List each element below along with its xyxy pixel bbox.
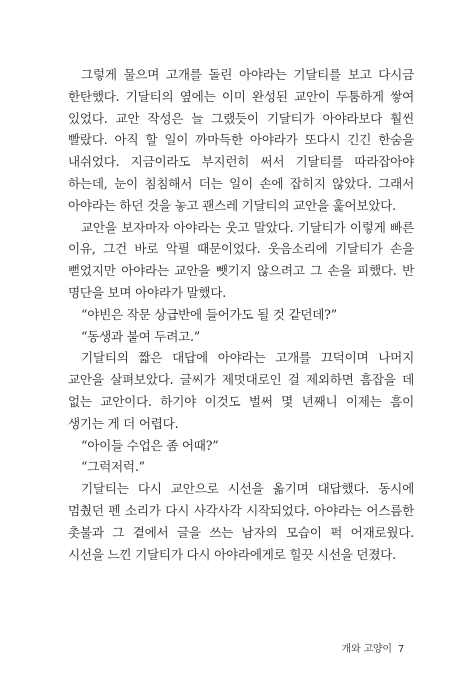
dialogue-line: “그럭저럭.” — [81, 459, 145, 475]
paragraph: 그렇게 물으며 고개를 돌린 아야라는 기달티를 보고 다시금 한탄했다. 기달티의 옆에는 이미 완성된 교안이 두툼하게 쌓여 있었다. 교안 작성은 늘 그랬듯이 기달티가 아야라보다 훨씬 빨랐다. 아직 할 일이 까마득한 아야라가 또다시 긴긴 한숨을 내쉬었다. 지금이라도 부지런히 써서 기달티를 따라잡아야 하는데, 눈이 침침해서 더는 일이 손에 잡히지 않았다. 그래서 아야라는 하던 것을 놓고 괜스레 기달티의 교안을 훑어보았다. — [68, 67, 414, 213]
paragraph: 교안을 보자마자 아야라는 웃고 말았다. 기달티가 이렇게 빠른 이유, 그건 바로 악필 때문이었다. 웃음소리에 기달티가 손을 뻗었지만 아야라는 교안을 뺏기지 않으려고 그 손을 피했다. 반 명단을 보며 아야라가 말했다. — [68, 219, 414, 300]
dialogue-line: “야빈은 작문 상급반에 들어가도 될 것 같던데?” — [81, 306, 337, 322]
dialogue-line: “동생과 붙여 두려고.” — [81, 328, 200, 344]
dialogue-line: “아이들 수업은 좀 어때?” — [81, 437, 219, 453]
paragraph: 기달티는 다시 교안으로 시선을 옮기며 대답했다. 동시에 멈췄던 펜 소리가 다시 사각사각 시작되었다. 아야라는 어스름한 촛불과 그 곁에서 글을 쓰는 남자의 모습이 퍽 어재로웠다. 시선을 느낀 기달티가 다시 아야라에게로 힐끗 시선을 던졌다. — [68, 481, 414, 562]
body-text — [68, 64, 414, 565]
running-title: 개와 고양이 — [341, 644, 392, 655]
paragraph: 기달티의 짧은 대답에 아야라는 고개를 끄덕이며 나머지 교안을 살펴보았다. 글씨가 제멋대로인 걸 제외하면 흠잡을 데 없는 교안이다. 하기야 이것도 벌써 몇 년째니 이제는 흠이 생기는 게 더 어렵다. — [68, 350, 414, 431]
page-footer — [342, 640, 404, 655]
page-number: 7 — [397, 644, 404, 655]
